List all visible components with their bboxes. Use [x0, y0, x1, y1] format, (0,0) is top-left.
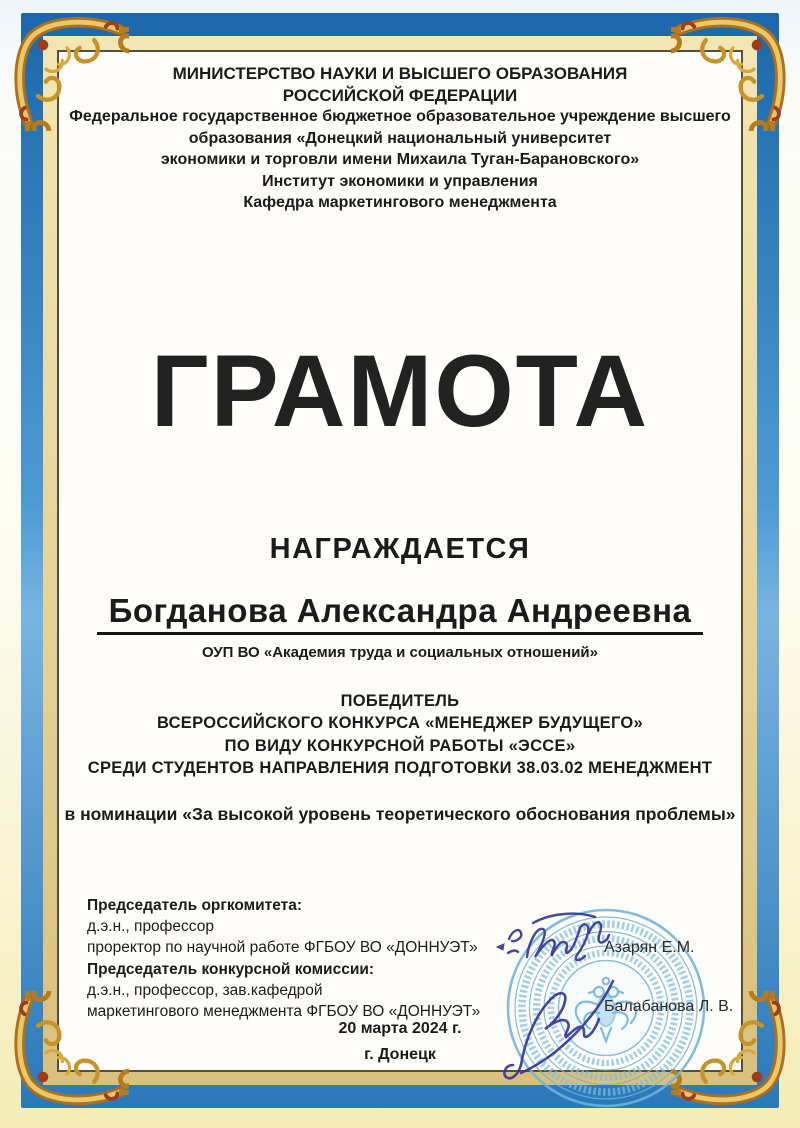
org-committee-position: проректор по научной работе ФГБОУ ВО «ДОННУЭТ»: [87, 939, 478, 957]
institution-header: [62, 63, 738, 214]
institution-line: Федеральное государственное бюджетное образовательное учреждение высшего: [69, 108, 731, 125]
commission-role: Председатель конкурсной комиссии:: [87, 960, 375, 978]
certificate-title: ГРАМОТА: [150, 334, 650, 448]
commission-signatory-name: Балабанова Л. В.: [604, 998, 734, 1015]
org-committee-degree: д.э.н., профессор: [87, 918, 214, 936]
nomination-line: в номинации «За высокой уровень теоретического обоснования проблемы»: [64, 804, 736, 824]
handwritten-signature-azarian: [493, 903, 613, 973]
achievement-line: ПОБЕДИТЕЛЬ: [340, 692, 460, 710]
signatories-block: [87, 895, 557, 1022]
achievement-line: ВСЕРОССИЙСКОГО КОНКУРСА «МЕНЕДЖЕР БУДУЩЕГО»: [157, 714, 643, 733]
award-label: НАГРАЖДАЕТСЯ: [269, 533, 531, 565]
federation-line: РОССИЙСКОЙ ФЕДЕРАЦИИ: [282, 85, 518, 105]
commission-position: маркетингового менеджмента ФГБОУ ВО «ДОННУЭТ»: [87, 1003, 481, 1021]
issue-date: 20 марта 2024 г.: [338, 1020, 462, 1037]
recipient-name: Богданова Александра Андреевна: [97, 592, 704, 635]
issue-place: г. Донецк: [364, 1046, 436, 1063]
institute-line: Институт экономики и управления: [262, 172, 538, 190]
commission-degree: д.э.н., профессор, зав.кафедрой: [87, 981, 323, 999]
org-committee-signatory-name: Азарян Е.М.: [604, 939, 695, 956]
institution-line: образования «Донецкий национальный университет: [188, 129, 612, 147]
achievement-line: ПО ВИДУ КОНКУРСНОЙ РАБОТЫ «ЭССЕ»: [224, 736, 576, 755]
achievement-block: [62, 690, 738, 780]
recipient-affiliation: ОУП ВО «Академия труда и социальных отношений»: [202, 644, 598, 661]
recipient-row: [62, 592, 738, 635]
institution-line: экономики и торговли имени Михаила Туган-Барановского»: [160, 151, 640, 168]
achievement-line: СРЕДИ СТУДЕНТОВ НАПРАВЛЕНИЯ ПОДГОТОВКИ 38.03.02 МЕНЕДЖМЕНТ: [87, 759, 713, 778]
handwritten-signature-balabanova: [497, 967, 627, 1082]
department-line: Кафедра маркетингового менеджмента: [243, 194, 557, 211]
org-committee-role: Председатель оргкомитета:: [87, 897, 303, 914]
ministry-line: МИНИСТЕРСТВО НАУКИ И ВЫСШЕГО ОБРАЗОВАНИЯ: [172, 64, 628, 83]
